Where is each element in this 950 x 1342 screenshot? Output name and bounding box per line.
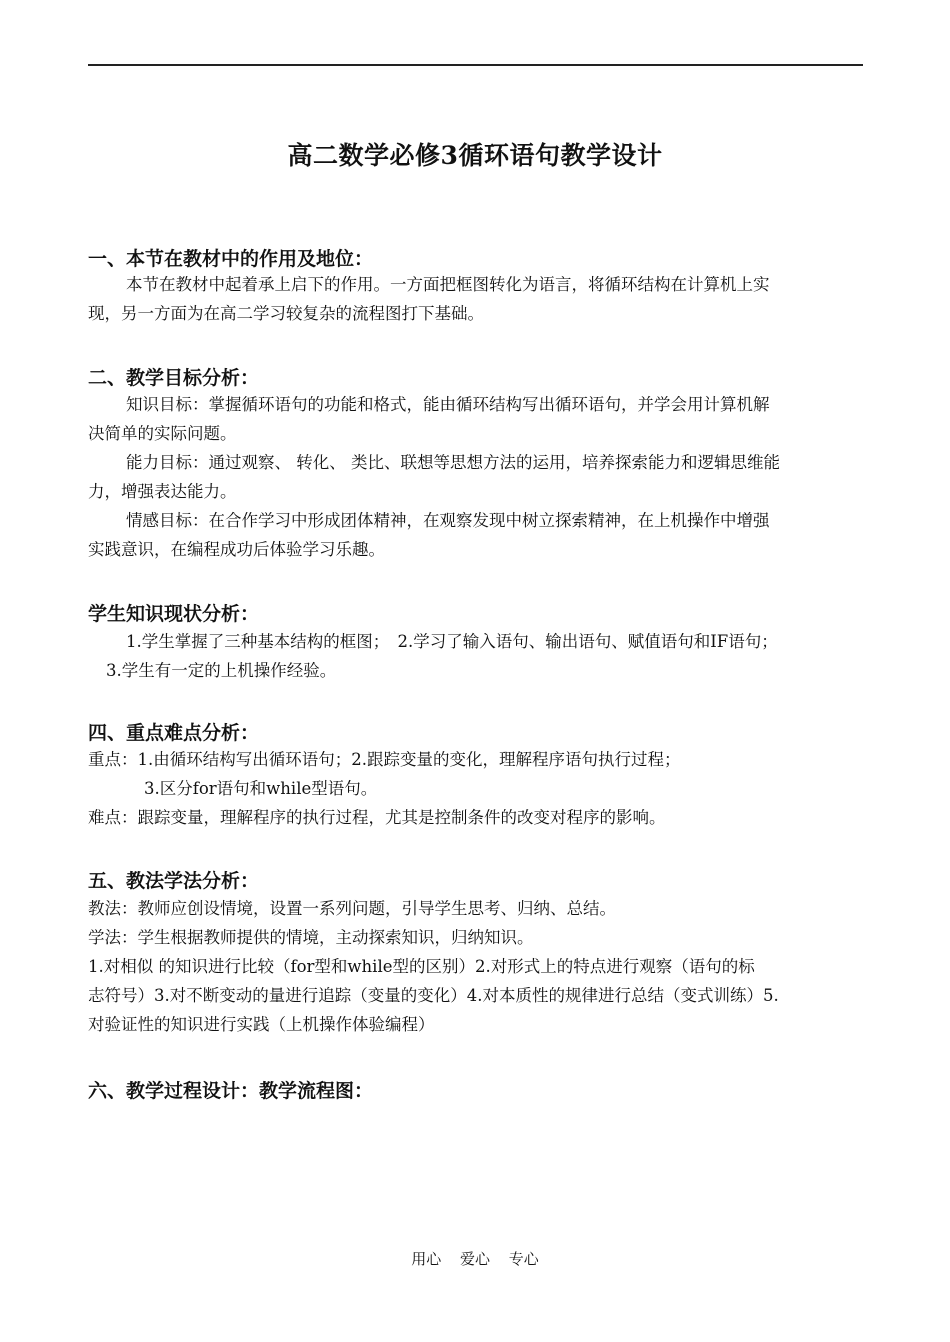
paragraph-line: 能力目标：通过观察、 转化、 类比、联想等思想方法的运用，培养探索能力和逻辑思维能 (126, 453, 780, 472)
section-heading-methods: 五、教法学法分析： (88, 870, 260, 892)
footer-text: 用心 (411, 1250, 442, 1268)
header-rule (88, 64, 863, 66)
section-body-role (88, 270, 866, 328)
paragraph-line: 知识目标：掌握循环语句的功能和格式，能由循环结构写出循环语句，并学会用计算机解 (126, 395, 770, 414)
section-heading-process: 六、教学过程设计：教学流程图： (88, 1080, 374, 1102)
footer-text: 专心 (508, 1250, 539, 1268)
section-heading-objectives: 二、教学目标分析： (88, 367, 260, 389)
paragraph-line: 难点：跟踪变量，理解程序的执行过程，尤其是控制条件的改变对程序的影响。 (88, 808, 666, 827)
paragraph-line: 力，增强表达能力。 (88, 482, 237, 501)
paragraph-line: 本节在教材中起着承上启下的作用。一方面把框图转化为语言，将循环结构在计算机上实 (126, 275, 770, 294)
section-body-keypoints (88, 745, 866, 832)
paragraph-line: 现，另一方面为在高二学习较复杂的流程图打下基础。 (88, 304, 484, 323)
section-body-students (88, 627, 866, 685)
paragraph-line: 1.对相似 的知识进行比较（for型和while型的区别）2.对形式上的特点进行观察（语句的标 (88, 957, 755, 976)
paragraph-line: 决简单的实际问题。 (88, 424, 237, 443)
paragraph-line: 1.学生掌握了三种基本结构的框图； 2.学习了输入语句、输出语句、赋值语句和IF语句； (126, 632, 778, 651)
paragraph-line: 重点：1.由循环结构写出循环语句；2.跟踪变量的变化，理解程序语句执行过程； (88, 750, 681, 769)
page-title: 高二数学必修3循环语句教学设计 (287, 141, 663, 170)
section-body-objectives (88, 390, 866, 564)
section-heading-students: 学生知识现状分析： (88, 603, 260, 625)
section-heading-role: 一、本节在教材中的作用及地位： (88, 248, 374, 270)
paragraph-line: 实践意识，在编程成功后体验学习乐趣。 (88, 540, 385, 559)
footer-text: 爱心 (459, 1250, 490, 1268)
section-heading-keypoints: 四、重点难点分析： (88, 722, 260, 744)
section-body-methods (88, 894, 866, 1039)
paragraph-line: 情感目标：在合作学习中形成团体精神，在观察发现中树立探索精神，在上机操作中增强 (126, 511, 770, 530)
paragraph-line: 3.区分for语句和while型语句。 (144, 779, 378, 798)
paragraph-line: 学法：学生根据教师提供的情境，主动探索知识，归纳知识。 (88, 928, 534, 947)
paragraph-line: 志符号）3.对不断变动的量进行追踪（变量的变化）4.对本质性的规律进行总结（变式训练）5. (88, 986, 779, 1005)
paragraph-line: 3.学生有一定的上机操作经验。 (106, 661, 337, 680)
page-footer (0, 1248, 950, 1269)
paragraph-line: 对验证性的知识进行实践（上机操作体验编程） (88, 1015, 435, 1034)
paragraph-line: 教法：教师应创设情境，设置一系列问题，引导学生思考、归纳、总结。 (88, 899, 616, 918)
